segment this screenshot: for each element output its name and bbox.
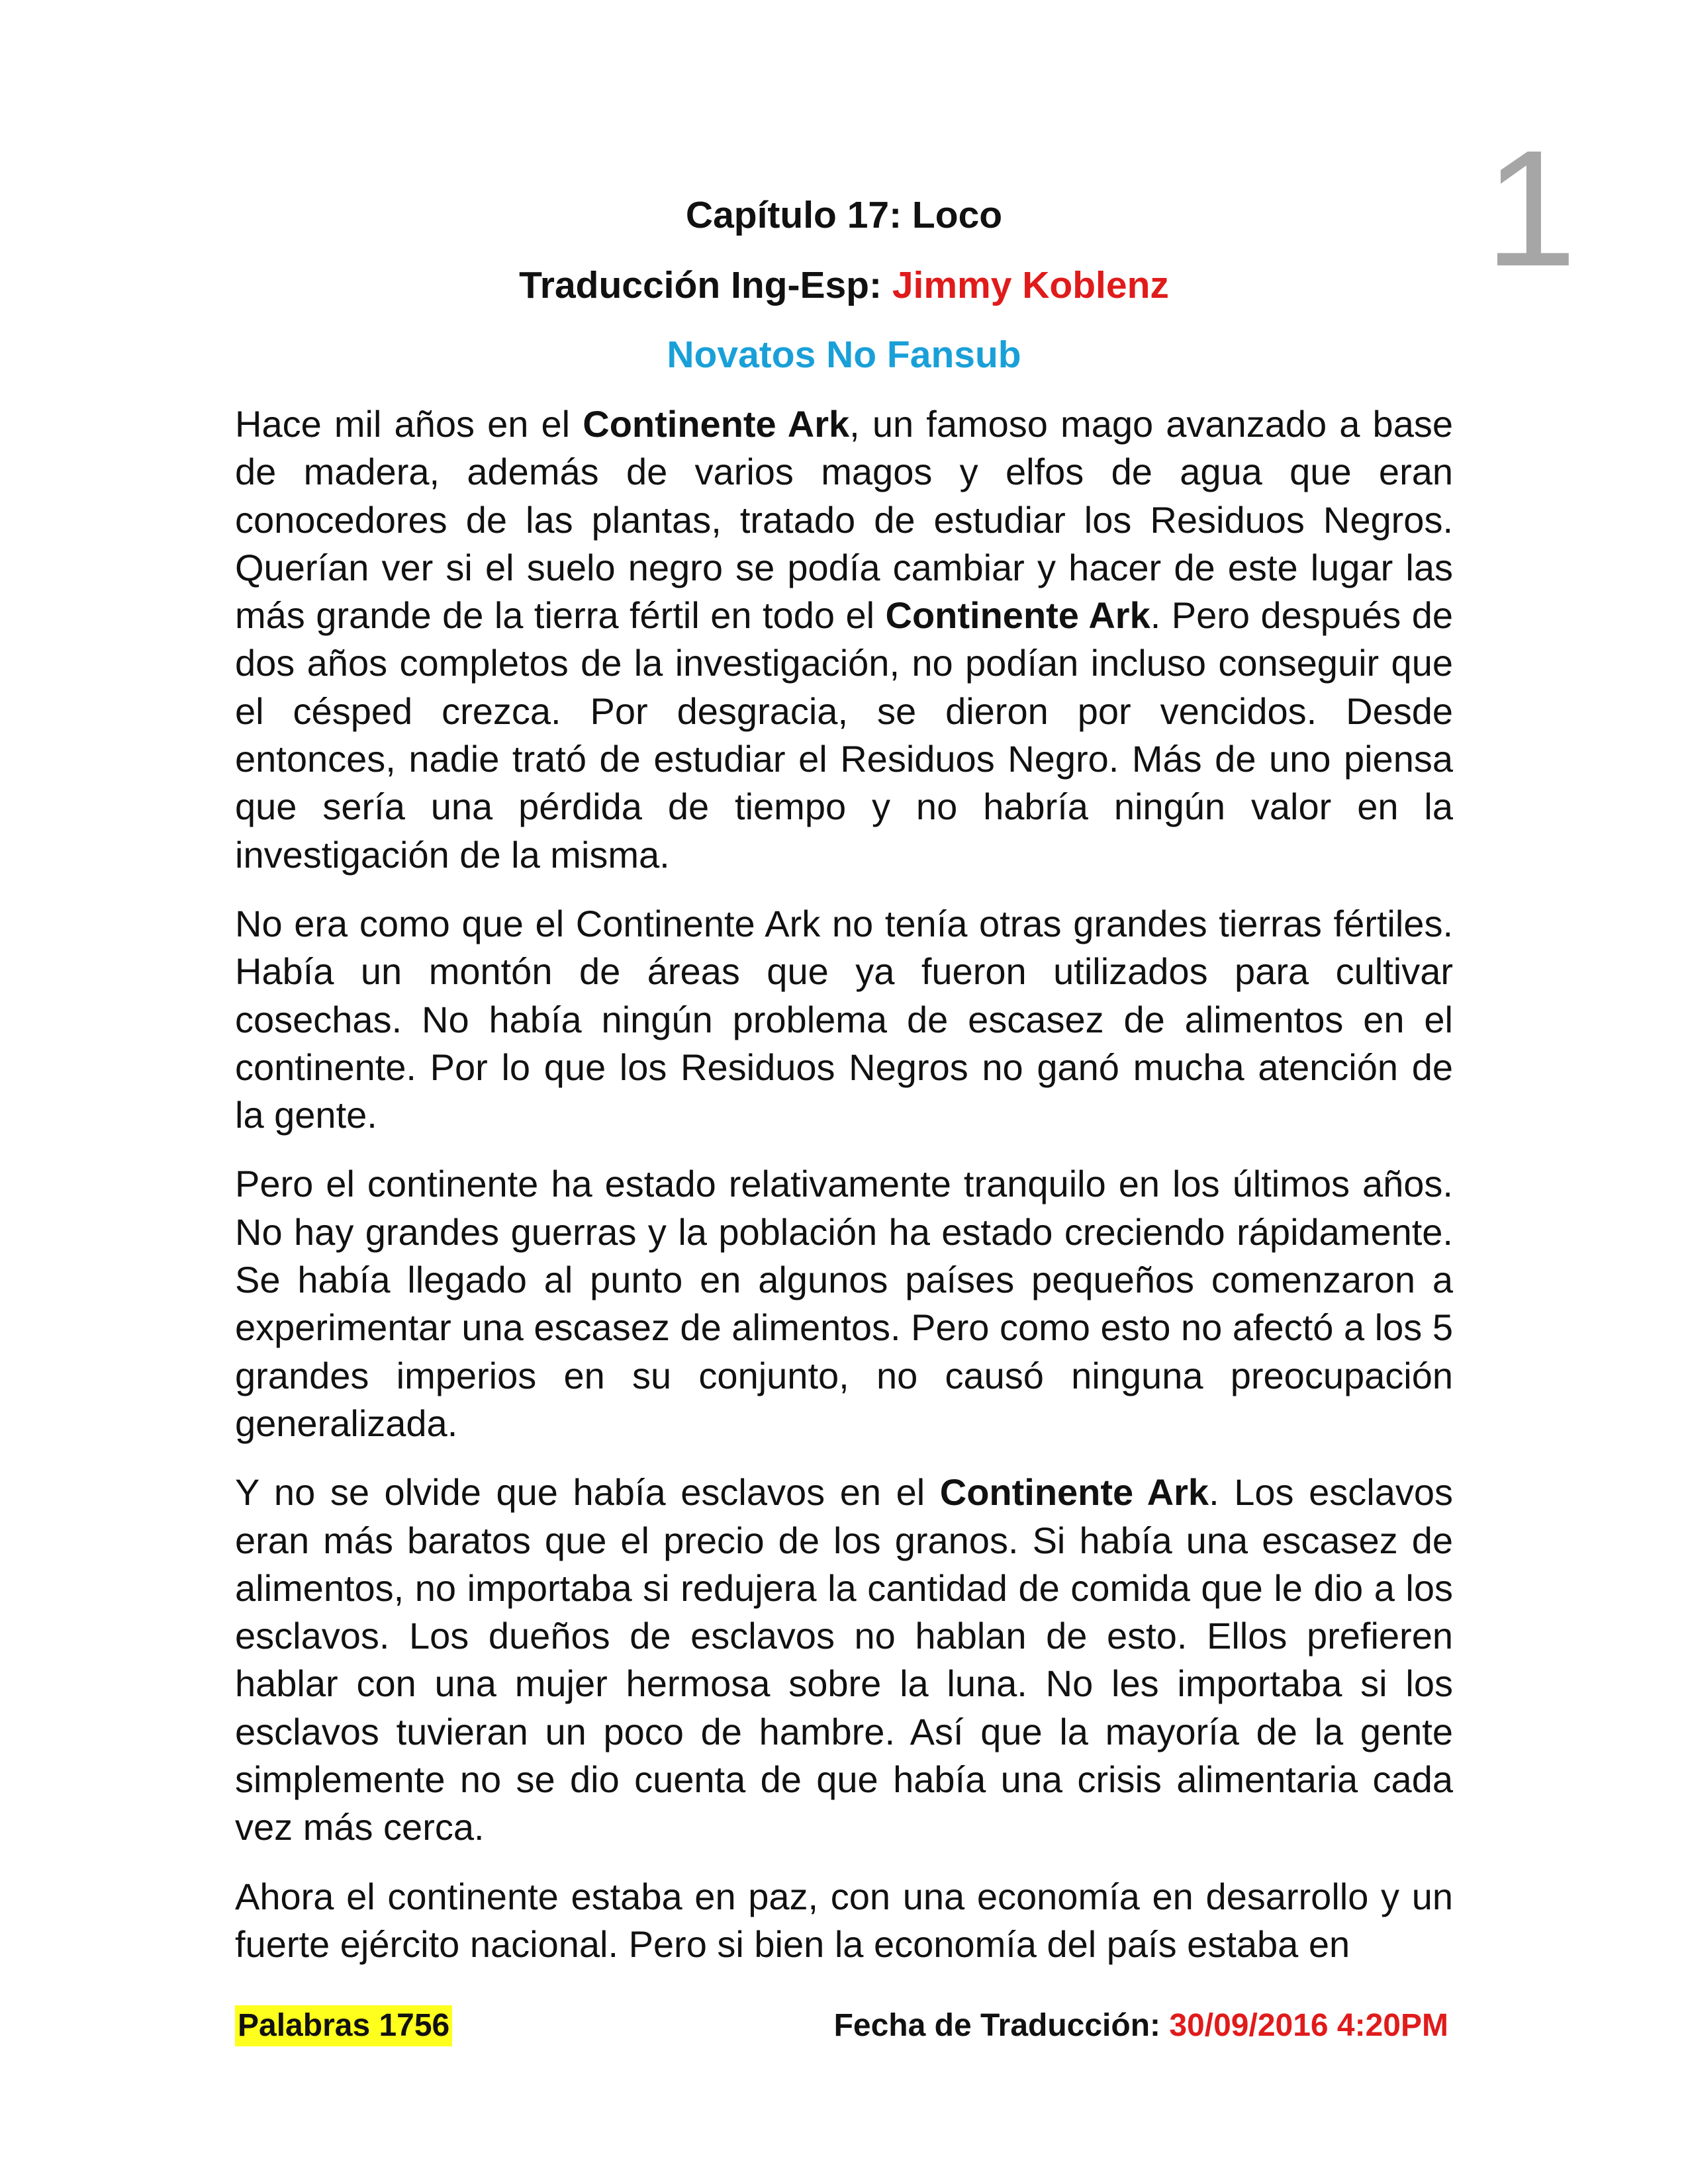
text-run: Pero el continente ha estado relativamente tranquilo en los últimos años. No hay grandes guerras y la población ha estado creciendo rápidamente. Se había llegado al punto en algunos países pequeños comenzaron a experimentar una escasez de alimentos. Pero como esto no afectó a los 5 grandes imperios en su conjunto, no causó ninguna preocupación generalizada.: [235, 1163, 1453, 1444]
text-run: Hace mil años en el: [235, 403, 583, 445]
date-label: Fecha de Traducción:: [833, 2008, 1161, 2043]
text-run: Ahora el continente estaba en paz, con una economía en desarrollo y un fuerte ejército nacional. Pero si bien la economía del país estaba en: [235, 1875, 1453, 1965]
text-run-bold: Continente Ark: [583, 403, 850, 445]
paragraph-5: [235, 1873, 1453, 1969]
translator-label: Traducción Ing-Esp:: [519, 264, 882, 306]
text-run: Y no se olvide que había esclavos en el: [235, 1471, 940, 1514]
text-run-bold: Continente Ark: [885, 594, 1150, 637]
paragraph-3: [235, 1160, 1453, 1447]
translator-credit: [0, 262, 1688, 308]
paragraph-4: [235, 1469, 1453, 1851]
paragraph-2: [235, 900, 1453, 1139]
chapter-body: [235, 400, 1453, 1989]
date-value: 30/09/2016 4:20PM: [1169, 2008, 1448, 2043]
text-run: No era como que el Continente Ark no tenía otras grandes tierras fértiles. Había un montón de áreas que ya fueron utilizados para cultivar cosechas. No había ningún problema de escasez de alimentos en el continente. Por lo que los Residuos Negros no ganó mucha atención de la gente.: [235, 902, 1453, 1136]
chapter-title: Capítulo 17: Loco: [685, 194, 1003, 236]
word-count: Palabras 1756: [235, 2005, 452, 2046]
text-run-bold: Continente Ark: [939, 1471, 1209, 1514]
page-number: 1: [1484, 116, 1577, 300]
text-run: , un famoso mago avanzado a base de madera, además de varios magos y elfos de agua que eran conocedores de las plantas, tratado de estudiar los Residuos Negros. Querían ver si el suelo negro se podía cambiar y hacer de este lugar las más grande de la tierra fértil en todo el: [235, 403, 1453, 637]
text-run: . Pero después de dos años completos de la investigación, no podían incluso conseguir que el césped crezca. Por desgracia, se dieron por vencidos. Desde entonces, nadie trató de estudiar el Residuos Negro. Más de uno piensa que sería una pérdida de tiempo y no habría ningún valor en la investigación de la misma.: [235, 594, 1453, 876]
translation-date: [834, 2005, 1448, 2046]
group-name: Novatos No Fansub: [667, 334, 1021, 376]
paragraph-1: [235, 400, 1453, 879]
text-run: . Los esclavos eran más baratos que el precio de los granos. Si había una escasez de alimentos, no importaba si redujera la cantidad de comida que le dio a los esclavos. Los dueños de esclavos no hablan de esto. Ellos prefieren hablar con una mujer hermosa sobre la luna. No les importaba si los esclavos tuvieran un poco de hambre. Así que la mayoría de la gente simplemente no se dio cuenta de que había una crisis alimentaria cada vez más cerca.: [235, 1471, 1453, 1848]
translator-name: Jimmy Koblenz: [892, 264, 1169, 306]
